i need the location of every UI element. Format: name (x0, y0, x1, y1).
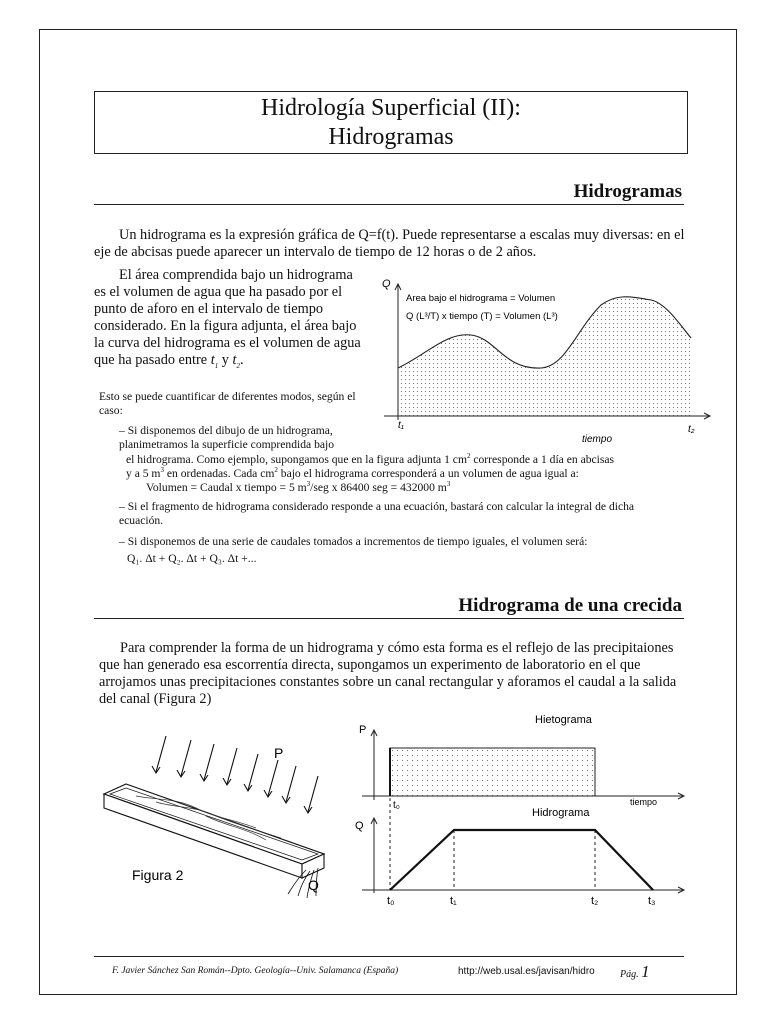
bullet-1-b: el hidrograma. Como ejemplo, supongamos que en la figura adjunta 1 $cm^2$ corresponde a 1 día en abcisas (126, 452, 615, 466)
q-outflow-label: Q (308, 877, 319, 893)
bullet-1-a: – Si disponemos del dibujo de un hidrograma, planimetramos la superficie comprendida bajo (119, 424, 335, 451)
t3-label: t₃ (648, 895, 656, 907)
t2-symbol: $t_2$ (232, 352, 240, 370)
bullet-1-c: y a 5 $m^3$ en ordenadas. Cada $cm^2$ bajo el hidrograma corresponderá a un volumen de agua igual a: (126, 466, 579, 480)
title-line-1: Hidrología Superficial (II): (261, 95, 521, 121)
channel-figure (96, 728, 336, 903)
page-number: 1 (641, 962, 650, 981)
hietograma-title: Hietograma (535, 714, 592, 726)
hidro-q-label: Q (355, 820, 364, 832)
figure-2-caption: Figura 2 (132, 867, 184, 883)
quantify-text: Esto se puede cuantificar de diferentes modos, según el caso: (99, 390, 356, 417)
hieto-p-label: P (359, 724, 367, 736)
section-heading-crecida: Hidrograma de una crecida (458, 595, 682, 616)
crecida-paragraph: Para comprender la forma de un hidrograma y cómo esta forma es el reflejo de las precipitaiones que han generado esa escorrentía directa, supongamos un experimento de laboratorio en el que arrojamos unas precipitaciones constantes sobre un canal rectangular y aforamos el caudal a la salida del canal (Figura 2) (99, 640, 677, 707)
bullet-3: – Si disponemos de una serie de caudales tomados a incrementos de tiempo iguales, el volumen será: (119, 535, 588, 548)
area-label-line-2: Q (L³/T) x tiempo (T) = Volumen (L³) (406, 311, 558, 322)
hieto-t0-label: t₀ (393, 800, 400, 811)
t2-label: t₂ (688, 424, 695, 435)
hieto-hidrograma-figure (340, 708, 688, 908)
hieto-tiempo-label: tiempo (630, 797, 658, 807)
footer-rule (94, 956, 684, 957)
footer-page (620, 962, 650, 982)
area-paragraph: El área comprendida bajo un hidrograma es el volumen de agua que ha pasado por el punto de aforo en el intervalo de tiempo considerado. En la figura adjunta, el área bajo la curva del hidrograma es el volumen de agua que ha pasado entre $t_1$ y $t_2$. (94, 267, 361, 370)
y-word: y (221, 352, 229, 368)
channel-body (104, 784, 324, 878)
section-rule-2 (94, 618, 684, 619)
footer-author: F. Javier Sánchez San Román--Dpto. Geología--Univ. Salamanca (España) (112, 966, 399, 976)
area-label-line-1: Area bajo el hidrograma = Volumen (406, 293, 556, 304)
tiempo-label: tiempo (582, 434, 613, 445)
volume-formula: Q₁. Δt + Q₂. Δt + Q₃. Δt +... (127, 552, 257, 565)
area-text: El área comprendida bajo un hidrograma es el volumen de agua que ha pasado por el punto de aforo en el intervalo de tiempo considerado. En la figura adjunta, el área bajo la curva del hidrograma es el volumen de agua que ha pasado entre (94, 267, 361, 368)
bullet-1-d: Volumen = Caudal x tiempo = 5 $m^3$/seg x 86400 seg = 432000 $m^3$ (146, 480, 451, 494)
t0-label: t₀ (387, 895, 395, 907)
section-rule (94, 204, 684, 205)
title-box (94, 91, 688, 154)
bullet-2: – Si el fragmento de hidrograma considerado responde a una ecuación, bastará con calcular la integral de dicha ecuación. (119, 500, 635, 527)
footer-url[interactable]: http://web.usal.es/javisan/hidro (458, 966, 595, 977)
page-label: Pág. (620, 969, 639, 980)
rainfall-block (390, 748, 595, 796)
p-label: P (274, 745, 284, 761)
hidrograma-curve (390, 830, 653, 890)
t1-symbol: $t_1$ (210, 352, 219, 370)
t1-label: t₁ (450, 895, 457, 907)
t2-label: t₂ (591, 895, 599, 907)
t1-label: t₁ (398, 420, 404, 431)
intro-paragraph: Un hidrograma es la expresión gráfica de Q=f(t). Puede representarse a escalas muy diversas: en el eje de abcisas puede aparecer un intervalo de tiempo de 12 horas o de 2 años. (94, 227, 685, 260)
q-axis-label: Q (382, 278, 391, 290)
hidrograma-title: Hidrograma (532, 807, 590, 819)
section-heading-hidrogramas: Hidrogramas (573, 181, 682, 202)
hydrograph-figure (376, 270, 716, 450)
title-line-2: Hidrogramas (328, 124, 454, 150)
